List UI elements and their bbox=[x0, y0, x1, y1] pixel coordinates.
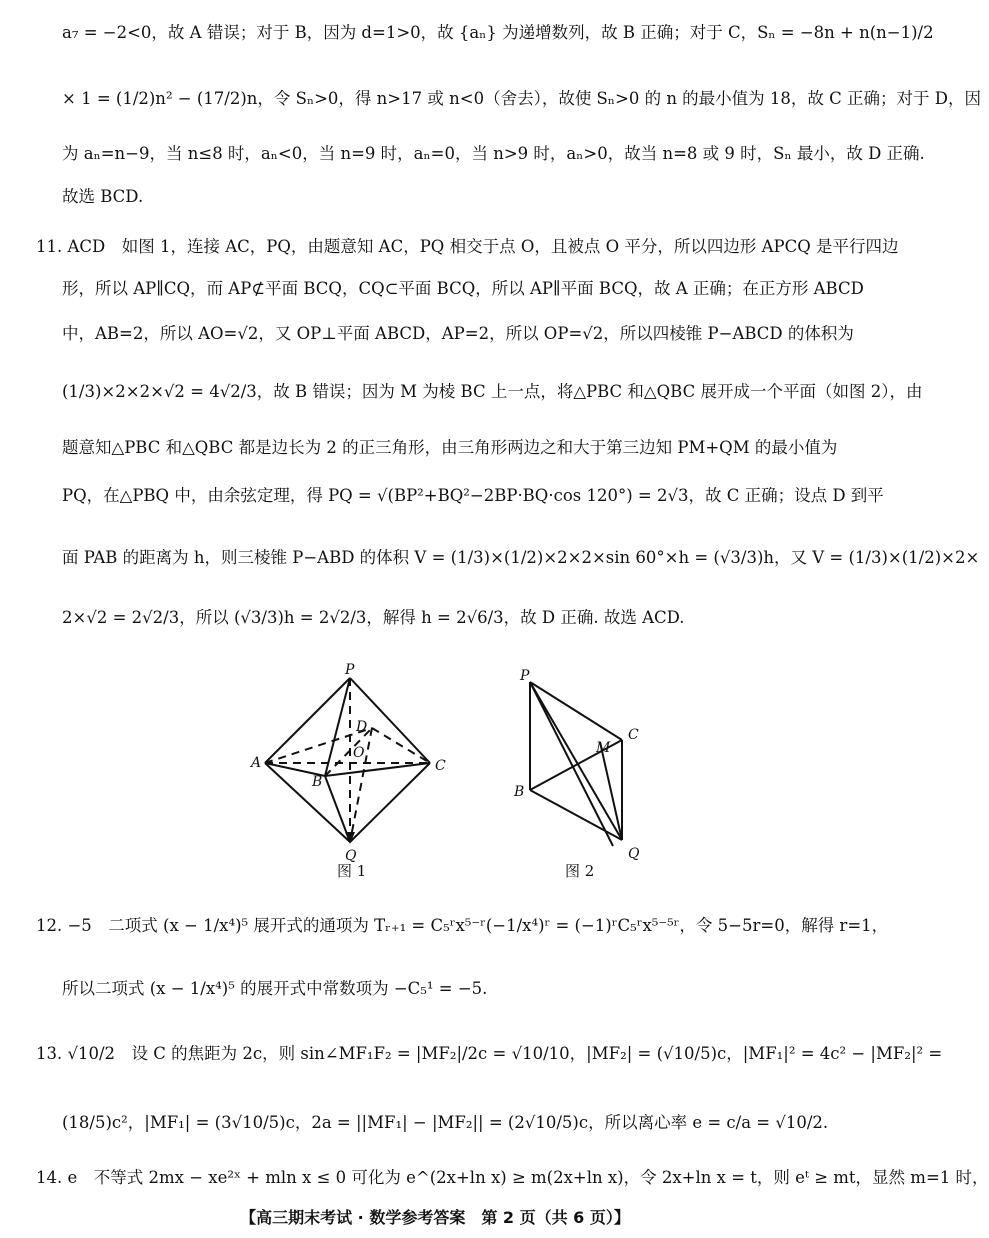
label-p: P bbox=[345, 662, 355, 678]
label-q: Q bbox=[628, 846, 640, 862]
label-c: C bbox=[628, 727, 639, 743]
label-b: B bbox=[514, 784, 525, 800]
text-line-10: PQ，在△PBQ 中，由余弦定理，得 PQ = √(BP²+BQ²−2BP·BQ·cos 120°) = 2√3，故 C 正确；设点 D 到平 bbox=[62, 486, 884, 505]
text-line-16: (18/5)c²，|MF₁| = (3√10/5)c，2a = ||MF₁| − |MF₂|| = (2√10/5)c，所以离心率 e = c/a = √10/2. bbox=[62, 1113, 829, 1132]
text-line-6: 形，所以 AP∥CQ，而 AP⊄平面 BCQ，CQ⊂平面 BCQ，所以 AP∥平面 BCQ，故 A 正确；在正方形 ABCD bbox=[62, 279, 864, 298]
label-q: Q bbox=[345, 848, 357, 864]
figure-2-diagram bbox=[510, 660, 670, 880]
page-footer: 【高三期末考试 · 数学参考答案 第 2 页（共 6 页）】 bbox=[240, 1208, 630, 1227]
label-d: D bbox=[356, 719, 368, 735]
text-line-13: 12. −5 二项式 (x − 1/x⁴)⁵ 展开式的通项为 Tᵣ₊₁ = C₅ʳx⁵⁻ʳ(−1/x⁴)ʳ = (−1)ʳC₅ʳx⁵⁻⁵ʳ，令 5−5r=0，解得 r=1， bbox=[36, 916, 889, 935]
figure-2 bbox=[510, 660, 670, 880]
figure-1-caption: 图 1 bbox=[337, 862, 367, 880]
label-m: M bbox=[596, 740, 611, 756]
text-line-4: 故选 BCD. bbox=[62, 187, 144, 206]
label-a: A bbox=[251, 755, 262, 771]
label-b: B bbox=[312, 774, 323, 790]
text-line-8: (1/3)×2×2×√2 = 4√2/3，故 B 错误；因为 M 为棱 BC 上一点，将△PBC 和△QBC 展开成一个平面（如图 2），由 bbox=[62, 382, 923, 401]
text-line-17: 14. e 不等式 2mx − xe²ˣ + mln x ≤ 0 可化为 e^(2x+ln x) ≥ m(2x+ln x)，令 2x+ln x = t，则 eᵗ ≥ mt，显然 m=1 时， bbox=[36, 1168, 989, 1187]
label-p: P bbox=[520, 668, 530, 684]
figure-1 bbox=[245, 660, 455, 880]
text-line-3: 为 aₙ=n−9，当 n≤8 时，aₙ<0，当 n=9 时，aₙ=0，当 n>9 时，aₙ>0，故当 n=8 或 9 时，Sₙ 最小，故 D 正确. bbox=[62, 144, 925, 163]
label-c: C bbox=[435, 758, 446, 774]
text-line-2: × 1 = (1/2)n² − (17/2)n，令 Sₙ>0，得 n>17 或 n<0（舍去），故使 Sₙ>0 的 n 的最小值为 18，故 C 正确；对于 D，因 bbox=[62, 89, 982, 108]
figure-2-caption: 图 2 bbox=[565, 862, 595, 880]
text-line-5: 11. ACD 如图 1，连接 AC，PQ，由题意知 AC，PQ 相交于点 O，且被点 O 平分，所以四边形 APCQ 是平行四边 bbox=[36, 237, 899, 256]
text-line-12: 2×√2 = 2√2/3，所以 (√3/3)h = 2√2/3，解得 h = 2√6/3，故 D 正确. 故选 ACD. bbox=[62, 608, 685, 627]
text-line-15: 13. √10/2 设 C 的焦距为 2c，则 sin∠MF₁F₂ = |MF₂|/2c = √10/10，|MF₂| = (√10/5)c，|MF₁|² = 4c² − |MF₂|² = bbox=[36, 1044, 943, 1063]
text-line-9: 题意知△PBC 和△QBC 都是边长为 2 的正三角形，由三角形两边之和大于第三边知 PM+QM 的最小值为 bbox=[62, 438, 838, 457]
text-line-14: 所以二项式 (x − 1/x⁴)⁵ 的展开式中常数项为 −C₅¹ = −5. bbox=[62, 979, 488, 998]
text-line-7: 中，AB=2，所以 AO=√2，又 OP⊥平面 ABCD，AP=2，所以 OP=√2，所以四棱锥 P−ABCD 的体积为 bbox=[62, 324, 854, 343]
label-o: O bbox=[353, 745, 365, 761]
text-line-1: a₇ = −2<0，故 A 错误；对于 B，因为 d=1>0，故 {aₙ} 为递增数列，故 B 正确；对于 C，Sₙ = −8n + n(n−1)/2 bbox=[62, 23, 934, 42]
text-line-11: 面 PAB 的距离为 h，则三棱锥 P−ABD 的体积 V = (1/3)×(1/2)×2×2×sin 60°×h = (√3/3)h，又 V = (1/3)×(1/2)×2× bbox=[62, 548, 980, 567]
figure-1-diagram bbox=[245, 660, 455, 880]
